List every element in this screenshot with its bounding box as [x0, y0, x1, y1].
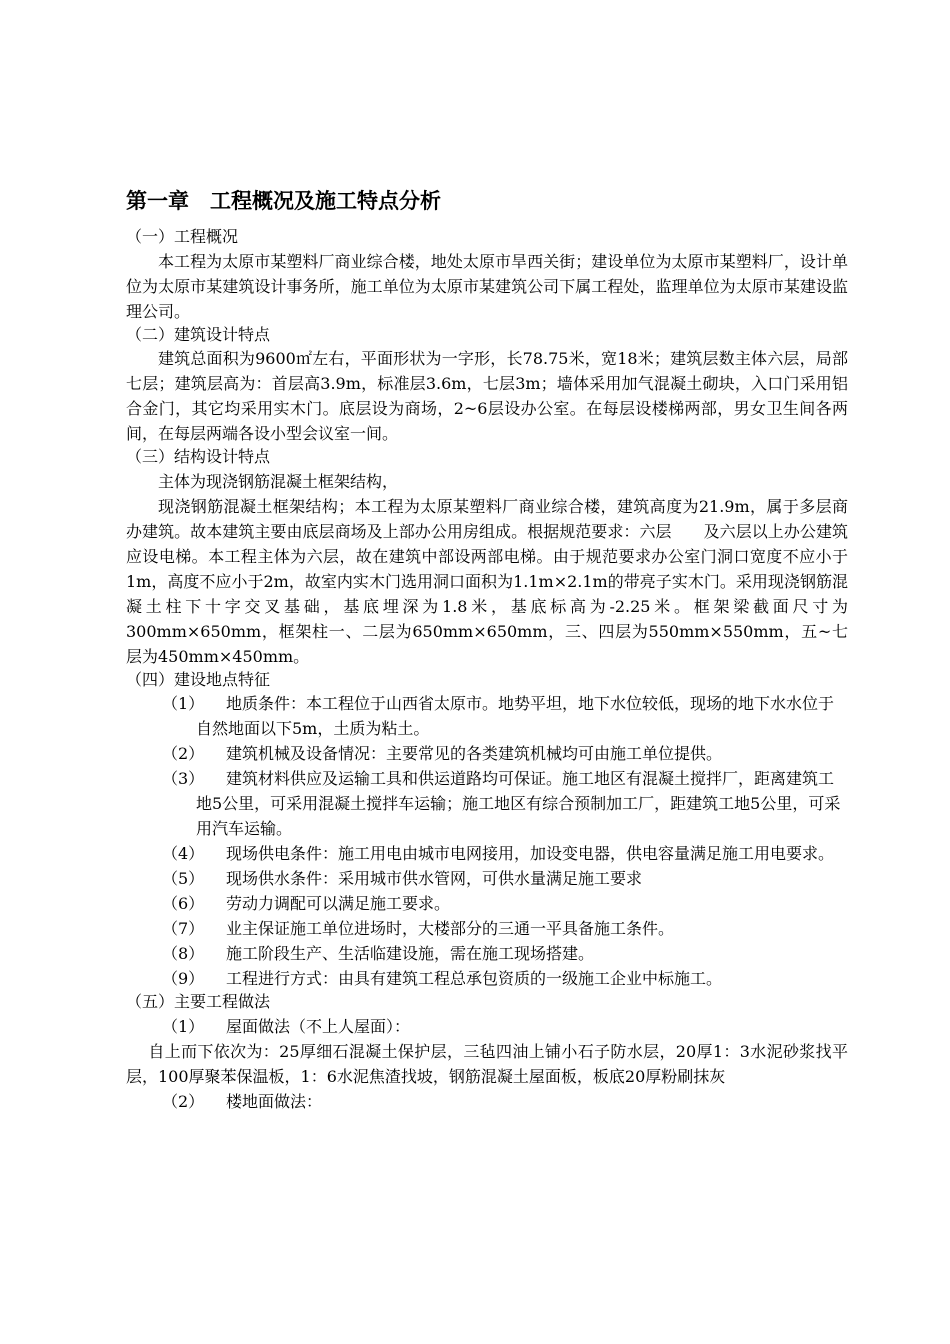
list-item: （8） 施工阶段生产、生活临建设施，需在施工现场搭建。	[162, 944, 595, 963]
site-features-list	[126, 691, 848, 991]
paragraph-overview: 本工程为太原市某塑料厂商业综合楼，地处太原市旱西关街；建设单位为太原市某塑料厂，设计单位为太原市某建筑设计事务所，施工单位为太原市某建筑公司下属工程处，监理单位为太原市某建设监理公司。	[126, 251, 848, 321]
list-item: （4） 现场供电条件：施工用电由城市电网接用，加设变电器，供电容量满足施工用电要求。	[162, 844, 835, 863]
list-item: （9） 工程进行方式：由具有建筑工程总承包资质的一级施工企业中标施工。	[162, 969, 723, 988]
paragraph-structure-intro: 主体为现浇钢筋混凝土框架结构，	[158, 471, 399, 491]
section-heading-structure: （三）结构设计特点	[126, 447, 271, 466]
list-item-roof: （1） 屋面做法（不上人屋面）：	[162, 1016, 411, 1036]
paragraph-architecture: 建筑总面积为9600㎡左右，平面形状为一字形，长78.75米，宽18米；建筑层数主体六层，局部七层；建筑层高为：首层高3.9m，标准层3.6m，七层3m；墙体采用加气混凝土砌块，入口门采用铝合金门，其它均采用实木门。底层设为商场，2~6层设办公室。在每层设楼梯两部，男女卫生间各两间，在每层两端各设小型会议室一间。	[126, 349, 848, 443]
list-item: （7） 业主保证施工单位进场时，大楼部分的三通一平具备施工条件。	[162, 919, 675, 938]
section-heading-overview: （一）工程概况	[126, 227, 239, 246]
list-item-floor: （2） 楼地面做法：	[162, 1091, 323, 1111]
document-body	[126, 186, 848, 1114]
list-item: （3） 建筑材料供应及运输工具和供运道路均可保证。施工地区有混凝土搅拌厂，距离建筑工地5公里，可采用混凝土搅拌车运输；施工地区有综合预制加工厂，距建筑工地5公里，可采用汽车运输。	[162, 769, 841, 838]
chapter-title: 第一章 工程概况及施工特点分析	[126, 189, 441, 213]
list-item: （2） 建筑机械及设备情况：主要常见的各类建筑机械均可由施工单位提供。	[162, 744, 723, 763]
list-item: （6） 劳动力调配可以满足施工要求。	[162, 894, 451, 913]
paragraph-structure-detail: 现浇钢筋混凝土框架结构；本工程为太原某塑料厂商业综合楼，建筑高度为21.9m，属于多层商办建筑。故本建筑主要由底层商场及上部办公用房组成。根据规范要求：六层 及六层以上办公建筑应设电梯。本工程主体为六层，故在建筑中部设两部电梯。由于规范要求办公室门洞口宽度不应小于1m，高度不应小于2m，故室内实木门选用洞口面积为1.1m×2.1m的带亮子实木门。采用现浇钢筋混凝土柱下十字交叉基础，基底埋深为1.8米，基底标高为-2.25米。框架梁截面尺寸为300mm×650mm，框架柱一、二层为650mm×650mm，三、四层为550mm×550mm，五~七层为450mm×450mm。	[126, 496, 848, 666]
section-heading-site: （四）建设地点特征	[126, 669, 271, 689]
section-heading-methods: （五）主要工程做法	[126, 992, 271, 1011]
section-heading-architecture: （二）建筑设计特点	[126, 324, 271, 344]
paragraph-roof-method: 自上而下依次为：25厚细石混凝土保护层，三毡四油上铺小石子防水层，20厚1：3水泥砂浆找平层，100厚聚苯保温板，1：6水泥焦渣找坡，钢筋混凝土屋面板，板底20厚粉刷抹灰	[126, 1041, 848, 1086]
list-item: （5） 现场供水条件：采用城市供水管网，可供水量满足施工要求	[162, 869, 643, 888]
list-item: （1） 地质条件：本工程位于山西省太原市。地势平坦，地下水位较低，现场的地下水水位于自然地面以下5m，土质为粘土。	[162, 694, 835, 738]
